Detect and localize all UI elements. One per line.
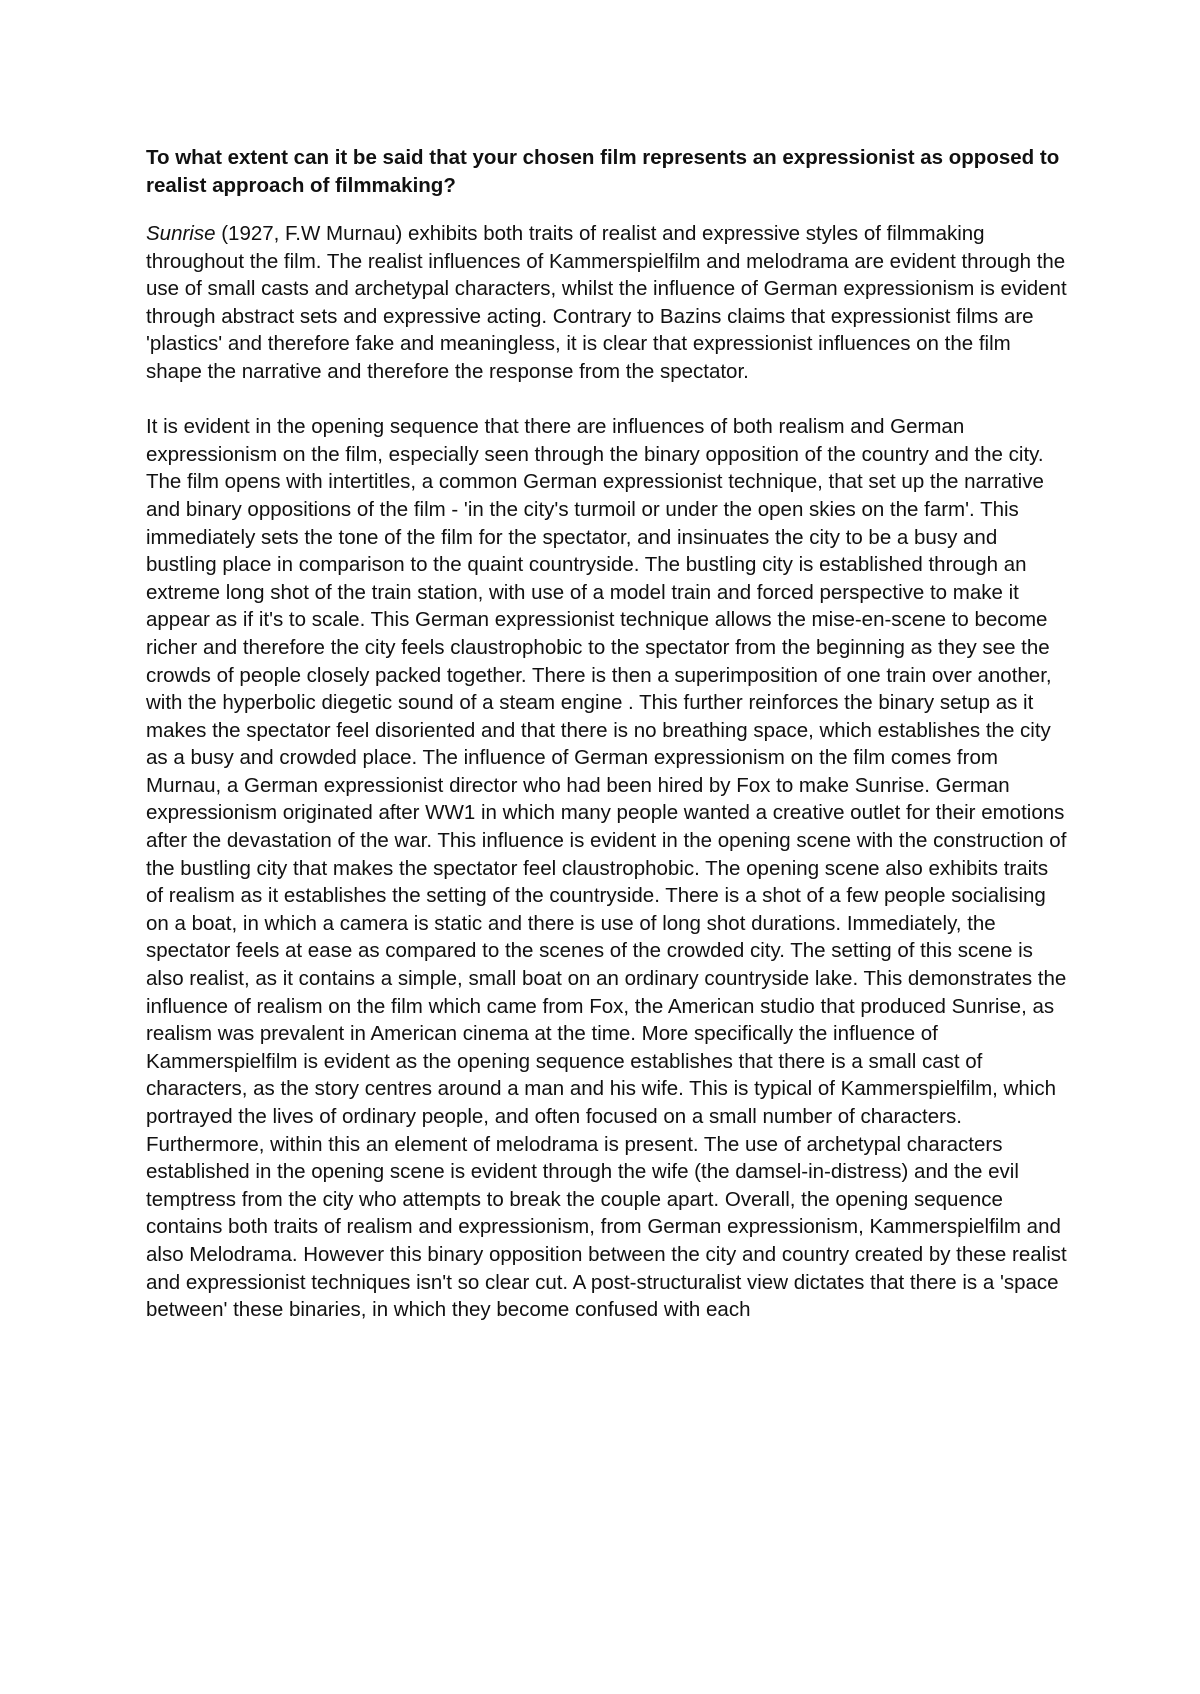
essay-question-title: To what extent can it be said that your chosen film represents an expressionist as opposed to realist approach of filmmaking? (146, 146, 1060, 197)
intro-text: (1927, F.W Murnau) exhibits both traits of realist and expressive styles of filmmaking throughout the film. The realist influences of Kammerspielfilm and melodrama are evident through the use of small casts and archetypal characters, whilst the influence of German expressionism is evident through abstract sets and expressive acting. Contrary to Bazins claims that expressionist films are 'plastics' and therefore fake and meaningless, it is clear that expressionist influences on the film shape the narrative and therefore the response from the spectator. (146, 222, 1067, 383)
intro-paragraph (146, 220, 1070, 386)
film-title: Sunrise (146, 222, 216, 245)
body-paragraph: It is evident in the opening sequence that there are influences of both realism and German expressionism on the film, especially seen through the binary opposition of the country and the city. The film opens with intertitles, a common German expressionist technique, that set up the narrative and binary oppositions of the film - 'in the city's turmoil or under the open skies on the farm'. This immediately sets the tone of the film for the spectator, and insinuates the city to be a busy and bustling place in comparison to the quaint countryside. The bustling city is established through an extreme long shot of the train station, with use of a model train and forced perspective to make it appear as if it's to scale. This German expressionist technique allows the mise-en-scene to become richer and therefore the city feels claustrophobic to the spectator from the beginning as they see the crowds of people closely packed together. There is then a superimposition of one train over another, with the hyperbolic diegetic sound of a steam engine . This further reinforces the binary setup as it makes the spectator feel disoriented and that there is no breathing space, which establishes the city as a busy and crowded place. The influence of German expressionism on the film comes from Murnau, a German expressionist director who had been hired by Fox to make Sunrise. German expressionism originated after WW1 in which many people wanted a creative outlet for their emotions after the devastation of the war. This influence is evident in the opening scene with the construction of the bustling city that makes the spectator feel claustrophobic. The opening scene also exhibits traits of realism as it establishes the setting of the countryside. There is a shot of a few people socialising on a boat, in which a camera is static and there is use of long shot durations. Immediately, the spectator feels at ease as compared to the scenes of the crowded city. The setting of this scene is also realist, as it contains a simple, small boat on an ordinary countryside lake. This demonstrates the influence of realism on the film which came from Fox, the American studio that produced Sunrise, as realism was prevalent in American cinema at the time. More specifically the influence of Kammerspielfilm is evident as the opening sequence establishes that there is a small cast of characters, as the story centres around a man and his wife. This is typical of Kammerspielfilm, which portrayed the lives of ordinary people, and often focused on a small number of characters. Furthermore, within this an element of melodrama is present. The use of archetypal characters established in the opening scene is evident through the wife (the damsel-in-distress) and the evil temptress from the city who attempts to break the couple apart. Overall, the opening sequence contains both traits of realism and expressionism, from German expressionism, Kammerspielfilm and also Melodrama. However this binary opposition between the city and country created by these realist and expressionist techniques isn't so clear cut. A post-structuralist view dictates that there is a 'space between' these binaries, in which they become confused with each (146, 415, 1067, 1322)
document-page (146, 144, 1070, 1351)
